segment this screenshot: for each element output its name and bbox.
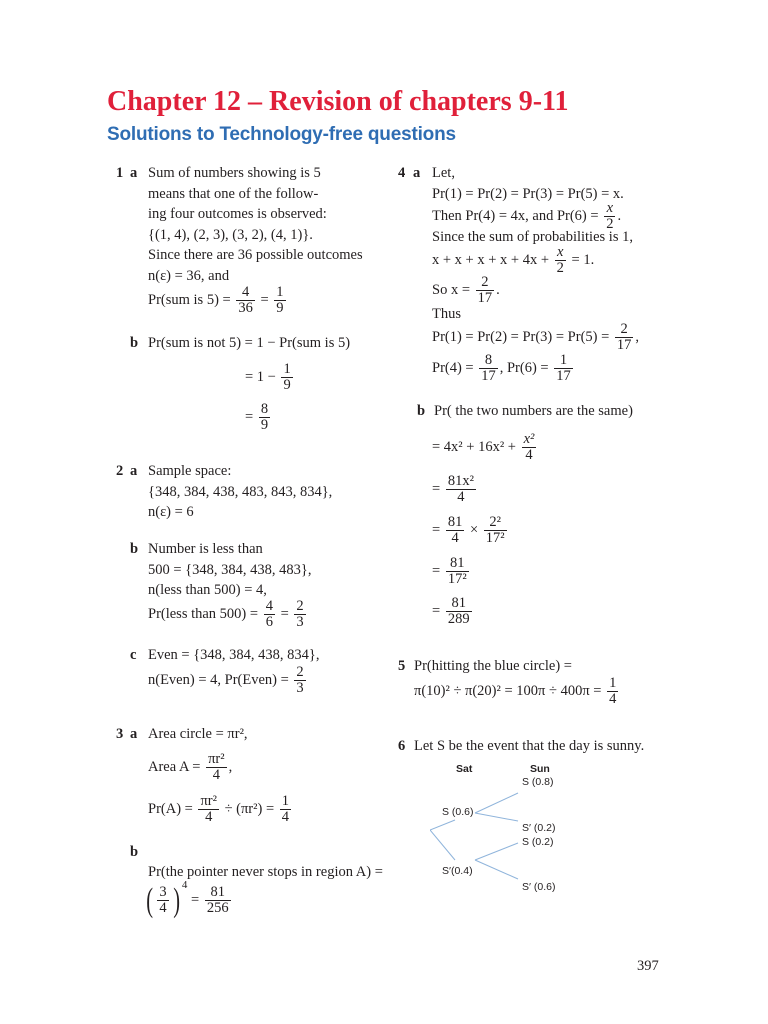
equation-text: = 4x² + 16x² + <box>432 439 516 456</box>
q2c-equation <box>148 665 308 696</box>
denominator: 17 <box>616 337 632 354</box>
q4a-line: Thus <box>432 306 461 322</box>
q1a-line: n(ε) = 36, and <box>148 268 230 284</box>
denominator: 3 <box>296 680 304 697</box>
equals-sign: = <box>280 606 289 623</box>
numerator: 1 <box>609 675 617 691</box>
tree-node: S′(0.4) <box>442 865 473 877</box>
fraction <box>615 322 634 353</box>
denominator: 4 <box>159 900 167 917</box>
q2b-equation <box>148 599 308 630</box>
fraction <box>198 794 219 825</box>
q4-part-b-label: b <box>417 403 426 419</box>
tree-branch <box>475 860 518 879</box>
numerator: 1 <box>276 284 284 300</box>
fraction <box>259 402 270 433</box>
numerator: 1 <box>283 361 291 377</box>
denominator: 9 <box>283 377 291 394</box>
equals-sign: = <box>432 563 441 580</box>
denominator: 2 <box>556 260 564 277</box>
numerator: x² <box>523 431 535 447</box>
q2-part-b-label: b <box>130 541 139 557</box>
denominator: 9 <box>276 300 284 317</box>
fraction <box>479 353 498 384</box>
equals-sign: = <box>191 892 200 908</box>
tree-branch <box>430 820 455 830</box>
equation-text: Pr(A) = <box>148 801 193 818</box>
q4a-equation: Then Pr(4) = 4x, and Pr(6) = $\frac{x}{2}$ . <box>432 200 622 233</box>
denominator: 256 <box>206 900 229 917</box>
denominator: 9 <box>260 417 269 434</box>
q2c-line: Even = {348, 384, 438, 834}, <box>148 647 320 663</box>
q4b-equation <box>432 556 471 587</box>
q6-line: Let S be the event that the day is sunny. <box>414 738 645 754</box>
chapter-title: Chapter 12 – Revision of chapters 9-11 <box>107 86 569 117</box>
numerator: 2 <box>481 274 489 290</box>
q5-equation <box>414 676 620 707</box>
equation-text: , Pr(6) = <box>499 360 549 377</box>
equation-text: = 1. <box>571 252 595 269</box>
equation-text: π(10)² ÷ π(20)² = 100π ÷ 400π = <box>414 683 602 700</box>
q1a-line: {(1, 4), (2, 3), (3, 2), (4, 1)}. <box>148 227 313 243</box>
q4b-equation <box>432 596 474 627</box>
fraction <box>604 201 615 232</box>
denominator: 17² <box>447 571 467 588</box>
q4a-equation: Pr(1) = Pr(2) = Pr(3) = Pr(5) = $\frac{2}{17}$ , <box>432 321 640 354</box>
q3a-line: Area circle = πr², <box>148 726 248 742</box>
q3a-equation: Area A = $\frac{\text{πr²}}{4}$ , <box>148 751 233 784</box>
q1a-line: means that one of the follow- <box>148 186 319 202</box>
equation-text: Then Pr(4) = 4x, and Pr(6) = <box>432 208 599 225</box>
numerator: 81x² <box>447 473 474 489</box>
equation-text: So x = <box>432 282 470 299</box>
denominator: 17 <box>477 290 493 307</box>
q2a-line: {348, 384, 438, 483, 843, 834}, <box>148 484 333 500</box>
denominator: 4 <box>206 767 227 783</box>
q1b-equation <box>245 362 295 393</box>
equals-sign: = <box>245 409 254 426</box>
q3b-equation <box>144 880 233 918</box>
q1b-line: Pr(sum is not 5) = 1 − Pr(sum is 5) <box>148 335 351 351</box>
page-number: 397 <box>637 958 659 974</box>
numerator: πr² <box>208 751 225 767</box>
fraction <box>294 665 305 696</box>
q4b-equation <box>432 474 478 505</box>
numerator: 2 <box>296 664 304 680</box>
q1a-equation <box>148 285 288 316</box>
equation-text: Pr(1) = Pr(2) = Pr(3) = Pr(5) = <box>432 329 610 346</box>
numerator: 81 <box>449 555 465 571</box>
fraction <box>555 245 566 276</box>
denominator: 4 <box>446 530 465 546</box>
fraction <box>476 275 495 306</box>
q4a-equation: So x = $\frac{2}{17}$ . <box>432 274 500 307</box>
exponent: 4 <box>181 879 188 891</box>
tree-branch <box>475 843 518 860</box>
times-sign: × <box>469 522 479 539</box>
q2b-line: Number is less than <box>148 541 263 557</box>
q6-number: 6 <box>398 738 406 754</box>
q4a-line: Pr(1) = Pr(2) = Pr(3) = Pr(5) = x. <box>432 186 624 202</box>
tree-node: S (0.2) <box>522 836 554 848</box>
close-paren: ) <box>172 881 180 919</box>
tree-branch <box>475 793 518 813</box>
numerator: 3 <box>159 883 167 900</box>
tree-branch <box>475 813 518 821</box>
q3a-equation <box>148 794 293 825</box>
fraction <box>484 515 507 546</box>
denominator: 2 <box>606 216 614 233</box>
q5-number: 5 <box>398 658 406 674</box>
tree-node: S (0.8) <box>522 776 554 788</box>
equals-sign: = <box>432 603 441 620</box>
tree-node: S′ (0.2) <box>522 822 556 834</box>
denominator: 4 <box>198 809 219 825</box>
fraction <box>205 885 231 916</box>
section-subtitle: Solutions to Technology-free questions <box>107 124 456 145</box>
q3-number: 3 <box>116 726 124 742</box>
q4a-equation <box>432 245 594 276</box>
fraction <box>446 556 469 587</box>
numerator: 1 <box>559 352 568 368</box>
q2b-line: 500 = {348, 384, 438, 483}, <box>148 562 312 578</box>
q1a-line: Sum of numbers showing is 5 <box>148 165 321 181</box>
q2a-line: n(ε) = 6 <box>148 504 194 520</box>
fraction <box>281 362 292 393</box>
fraction <box>236 285 255 316</box>
denominator: 4 <box>446 489 476 505</box>
equation-text: n(Even) = 4, Pr(Even) = <box>148 672 289 689</box>
q3-part-a-label: a <box>130 726 138 742</box>
numerator: 4 <box>241 284 250 300</box>
numerator: 4 <box>265 598 273 614</box>
fraction <box>607 676 618 707</box>
denominator: 17 <box>481 368 496 385</box>
fraction <box>554 353 573 384</box>
q2-part-a-label: a <box>130 463 138 479</box>
equation-text: Area A = <box>148 759 201 776</box>
numerator: 2 <box>296 598 304 614</box>
equals-sign: = <box>432 522 441 539</box>
numerator: 8 <box>260 401 269 417</box>
probability-tree-diagram <box>430 755 580 895</box>
open-paren: ( <box>146 881 154 919</box>
q3b-line: Pr(the pointer never stops in region A) = <box>148 864 383 880</box>
q4-number: 4 <box>398 165 406 181</box>
equation-text: Pr(sum is 5) = <box>148 292 231 309</box>
denominator: 3 <box>296 614 304 631</box>
numerator: 81 <box>451 595 466 611</box>
q4b-line: Pr( the two numbers are the same) <box>434 403 633 419</box>
q4b-equation <box>432 515 509 546</box>
numerator: 8 <box>484 352 493 368</box>
equation-text: Pr(less than 500) = <box>148 606 259 623</box>
q1-number: 1 <box>116 165 124 181</box>
denominator: 36 <box>238 300 253 317</box>
equals-sign: = <box>432 481 441 498</box>
q1-part-b-label: b <box>130 335 139 351</box>
tree-node: S (0.6) <box>442 806 474 818</box>
numerator: 2 <box>620 321 628 337</box>
numerator: 81 <box>447 514 463 530</box>
fraction <box>446 474 476 505</box>
equation-text: Pr(4) = <box>432 360 474 377</box>
denominator: 4 <box>609 691 617 708</box>
equals-sign: = <box>260 292 269 309</box>
tree-node: S′ (0.6) <box>522 881 556 893</box>
fraction <box>522 432 537 463</box>
fraction <box>280 794 291 825</box>
denominator: 17 <box>556 368 571 385</box>
q1a-line: Since there are 36 possible outcomes <box>148 247 363 263</box>
tree-header-sun: Sun <box>530 763 550 775</box>
denominator: 6 <box>265 614 273 631</box>
numerator: 81 <box>210 883 225 900</box>
denominator: 4 <box>522 447 537 463</box>
q2a-line: Sample space: <box>148 463 232 479</box>
numerator: 2² <box>489 514 501 530</box>
numerator: πr² <box>200 793 217 809</box>
q1b-equation <box>245 402 272 433</box>
denominator: 17² <box>485 530 505 547</box>
q4a-line: Let, <box>432 165 455 181</box>
q4a-equation <box>432 353 575 384</box>
fraction <box>446 515 465 546</box>
fraction <box>294 599 305 630</box>
denominator: 4 <box>281 809 289 826</box>
tree-header-sat: Sat <box>456 763 473 775</box>
q2-number: 2 <box>116 463 124 479</box>
equation-text: ÷ (πr²) = <box>224 801 275 818</box>
numerator: 1 <box>281 793 289 809</box>
tree-branch <box>430 830 455 860</box>
equation-text: x + x + x + x + 4x + <box>432 252 550 269</box>
q3-part-b-label: b <box>130 844 139 860</box>
q4-part-a-label: a <box>413 165 421 181</box>
q4b-equation <box>432 432 538 463</box>
equation-text: = 1 − <box>245 369 276 386</box>
fraction <box>274 285 285 316</box>
q1-part-a-label: a <box>130 165 138 181</box>
q2b-line: n(less than 500) = 4, <box>148 582 267 598</box>
fraction <box>446 596 472 627</box>
q4a-line: Since the sum of probabilities is 1, <box>432 229 633 245</box>
denominator: 289 <box>447 611 470 628</box>
fraction <box>157 885 168 916</box>
q1a-line: ing four outcomes is observed: <box>148 206 327 222</box>
fraction <box>264 599 275 630</box>
q2-part-c-label: c <box>130 647 137 663</box>
fraction <box>206 752 227 783</box>
numerator: x <box>606 200 614 216</box>
numerator: x <box>557 244 564 260</box>
q5-line: Pr(hitting the blue circle) = <box>414 658 572 674</box>
